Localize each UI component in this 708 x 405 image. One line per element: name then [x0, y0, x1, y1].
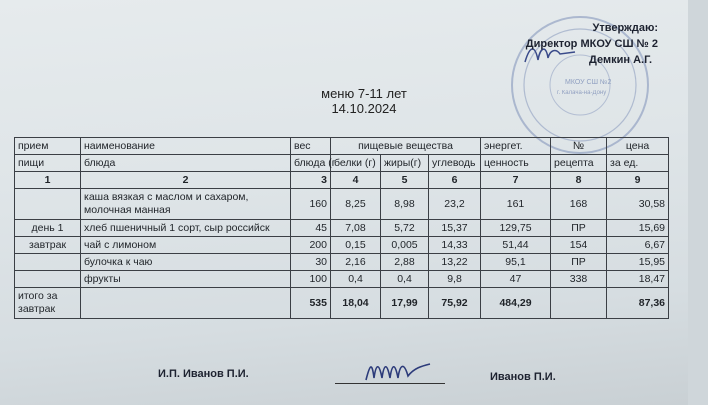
col-num: 6	[429, 172, 481, 189]
svg-text:МКОУ СШ №2: МКОУ СШ №2	[565, 79, 612, 86]
price-cell: 6,67	[607, 237, 669, 254]
col-num: 4	[331, 172, 381, 189]
signature-line	[335, 383, 445, 384]
meal-cell	[15, 271, 81, 288]
recipe-cell: 154	[551, 237, 607, 254]
fat-cell: 2,88	[381, 254, 429, 271]
meal-cell: день 1	[15, 220, 81, 237]
header-row-2	[15, 155, 669, 172]
price-cell: 30,58	[607, 189, 669, 220]
dish-cell: чай с лимоном	[81, 237, 291, 254]
carbs-cell: 23,2	[429, 189, 481, 220]
recipe-cell: 338	[551, 271, 607, 288]
col-num: 5	[381, 172, 429, 189]
meal-cell	[15, 254, 81, 271]
footer-right-name: Иванов П.И.	[490, 371, 556, 383]
protein-cell: 2,16	[331, 254, 381, 271]
energy-cell: 47	[481, 271, 551, 288]
fat-cell: 8,98	[381, 189, 429, 220]
header2-energy: ценность	[481, 155, 551, 172]
table-row	[15, 237, 669, 254]
recipe-cell: 168	[551, 189, 607, 220]
carbs-cell: 14,33	[429, 237, 481, 254]
cook-signature	[362, 358, 434, 384]
weight-cell: 200	[291, 237, 331, 254]
header2-dish: блюда	[81, 155, 291, 172]
col-num: 1	[15, 172, 81, 189]
table-row	[15, 254, 669, 271]
header2-recipe: рецепта	[551, 155, 607, 172]
price-cell: 15,95	[607, 254, 669, 271]
protein-cell: 7,08	[331, 220, 381, 237]
header2-carbs: углеводь	[429, 155, 481, 172]
protein-cell: 8,25	[331, 189, 381, 220]
energy-cell: 95,1	[481, 254, 551, 271]
header2-fat: жиры(г)	[381, 155, 429, 172]
dish-cell: каша вязкая с маслом и сахаром, молочная манная	[81, 189, 291, 220]
header-meal: прием	[15, 138, 81, 155]
approval-line1: Утверждаю:	[592, 22, 658, 34]
total-energy: 484,29	[481, 288, 551, 319]
header-number: №	[551, 138, 607, 155]
column-number-row	[15, 172, 669, 189]
total-empty	[81, 288, 291, 319]
total-row	[15, 288, 669, 319]
energy-cell: 51,44	[481, 237, 551, 254]
col-num: 2	[81, 172, 291, 189]
total-protein: 18,04	[331, 288, 381, 319]
meal-cell	[15, 189, 81, 220]
dish-cell: хлеб пшеничный 1 сорт, сыр российск	[81, 220, 291, 237]
dish-cell: булочка к чаю	[81, 254, 291, 271]
col-num: 8	[551, 172, 607, 189]
price-cell: 18,47	[607, 271, 669, 288]
header-energy: энергет.	[481, 138, 551, 155]
fat-cell: 5,72	[381, 220, 429, 237]
header-row-1	[15, 138, 669, 155]
price-cell: 15,69	[607, 220, 669, 237]
recipe-cell: ПР	[551, 220, 607, 237]
weight-cell: 45	[291, 220, 331, 237]
total-fat: 17,99	[381, 288, 429, 319]
meal-cell: завтрак	[15, 237, 81, 254]
approval-line3: Демкин А.Г.	[589, 54, 652, 66]
header2-weight: блюда (г	[291, 155, 331, 172]
menu-table	[14, 137, 669, 319]
table-row	[15, 189, 669, 220]
menu-title: меню 7-11 лет	[321, 86, 407, 101]
total-label: итого за завтрак	[15, 288, 81, 319]
menu-date: 14.10.2024	[331, 101, 397, 116]
total-carbs: 75,92	[429, 288, 481, 319]
header2-price: за ед.	[607, 155, 669, 172]
weight-cell: 160	[291, 189, 331, 220]
header-weight: вес	[291, 138, 331, 155]
header2-meal: пищи	[15, 155, 81, 172]
approval-line2: Директор МКОУ СШ № 2	[525, 38, 658, 50]
carbs-cell: 13,22	[429, 254, 481, 271]
header-price: цена	[607, 138, 669, 155]
approval-block	[526, 20, 658, 68]
protein-cell: 0,4	[331, 271, 381, 288]
energy-cell: 161	[481, 189, 551, 220]
recipe-cell: ПР	[551, 254, 607, 271]
dish-cell: фрукты	[81, 271, 291, 288]
energy-cell: 129,75	[481, 220, 551, 237]
carbs-cell: 15,37	[429, 220, 481, 237]
footer-left-name: И.П. Иванов П.И.	[158, 368, 249, 380]
weight-cell: 30	[291, 254, 331, 271]
col-num: 9	[607, 172, 669, 189]
fat-cell: 0,005	[381, 237, 429, 254]
table-row	[15, 220, 669, 237]
svg-text:г. Калача-на-Дону: г. Калача-на-Дону	[557, 90, 607, 96]
header-nutrients: пищевые вещества	[331, 138, 481, 155]
table-row	[15, 271, 669, 288]
header-name: наименование	[81, 138, 291, 155]
weight-cell: 100	[291, 271, 331, 288]
carbs-cell: 9,8	[429, 271, 481, 288]
protein-cell: 0,15	[331, 237, 381, 254]
total-weight: 535	[291, 288, 331, 319]
header2-protein: белки (г)	[331, 155, 381, 172]
fat-cell: 0,4	[381, 271, 429, 288]
col-num: 3	[291, 172, 331, 189]
total-recipe	[551, 288, 607, 319]
total-price: 87,36	[607, 288, 669, 319]
col-num: 7	[481, 172, 551, 189]
